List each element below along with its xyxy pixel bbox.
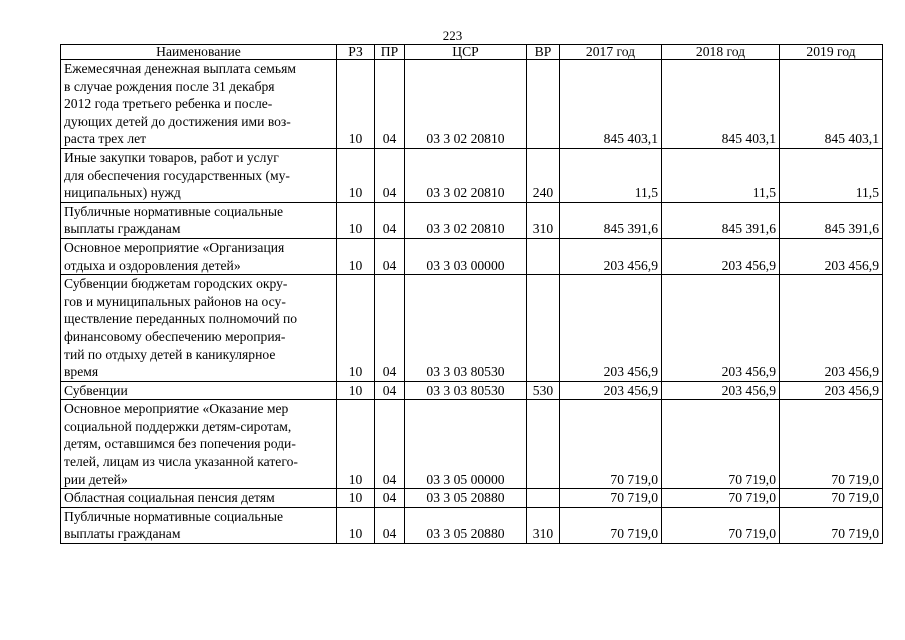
- row-pr: 04: [375, 489, 405, 508]
- row-2018: 845 403,1: [662, 60, 780, 149]
- header-csr: ЦСР: [405, 45, 527, 60]
- row-2018: 203 456,9: [662, 275, 780, 382]
- row-name: Субвенции бюджетам городских окру- гов и муниципальных районов на осу- ществление переданных полномочий по финансовому обеспечению мероприя- тий по отдыху детей в каникулярное время: [61, 275, 337, 382]
- row-rz: 10: [337, 489, 375, 508]
- row-pr: 04: [375, 381, 405, 400]
- row-2019: 70 719,0: [780, 489, 883, 508]
- table-row: [61, 275, 883, 382]
- table-row: [61, 400, 883, 489]
- row-rz: 10: [337, 381, 375, 400]
- table-row: [61, 60, 883, 149]
- row-rz: 10: [337, 202, 375, 238]
- row-vr: [527, 275, 560, 382]
- row-csr: 03 3 05 20880: [405, 489, 527, 508]
- row-csr: 03 3 02 20810: [405, 148, 527, 202]
- row-name: Основное мероприятие «Оказание мер социальной поддержки детям-сиротам, детям, оставшимся без попечения роди- телей, лицам из числа указанной катего- рии детей»: [61, 400, 337, 489]
- row-2017: 70 719,0: [560, 489, 662, 508]
- table-row: [61, 148, 883, 202]
- row-2019: 845 403,1: [780, 60, 883, 149]
- table-row: [61, 238, 883, 274]
- header-2018: 2018 год: [662, 45, 780, 60]
- header-2017: 2017 год: [560, 45, 662, 60]
- row-2019: 70 719,0: [780, 400, 883, 489]
- row-vr: 530: [527, 381, 560, 400]
- row-vr: [527, 238, 560, 274]
- row-2017: 70 719,0: [560, 507, 662, 543]
- row-csr: 03 3 05 00000: [405, 400, 527, 489]
- row-2018: 70 719,0: [662, 489, 780, 508]
- row-2018: 203 456,9: [662, 381, 780, 400]
- row-rz: 10: [337, 400, 375, 489]
- row-csr: 03 3 05 20880: [405, 507, 527, 543]
- row-2017: 70 719,0: [560, 400, 662, 489]
- page-number: 223: [442, 28, 463, 43]
- row-rz: 10: [337, 507, 375, 543]
- row-name: Ежемесячная денежная выплата семьям в случае рождения после 31 декабря 2012 года третьего ребенка и после- дующих детей до достижения ими воз- раста трех лет: [61, 60, 337, 149]
- row-pr: 04: [375, 60, 405, 149]
- row-name: Основное мероприятие «Организация отдыха и оздоровления детей»: [61, 238, 337, 274]
- header-rz: РЗ: [337, 45, 375, 60]
- row-name: Областная социальная пенсия детям: [61, 489, 337, 508]
- row-2017: 11,5: [560, 148, 662, 202]
- row-vr: 310: [527, 202, 560, 238]
- row-2018: 70 719,0: [662, 507, 780, 543]
- row-pr: 04: [375, 275, 405, 382]
- row-csr: 03 3 03 80530: [405, 381, 527, 400]
- row-2019: 203 456,9: [780, 238, 883, 274]
- row-name: Субвенции: [61, 381, 337, 400]
- table-row: [61, 507, 883, 543]
- row-2017: 845 391,6: [560, 202, 662, 238]
- row-rz: 10: [337, 275, 375, 382]
- row-pr: 04: [375, 400, 405, 489]
- row-2018: 845 391,6: [662, 202, 780, 238]
- row-2019: 845 391,6: [780, 202, 883, 238]
- row-rz: 10: [337, 238, 375, 274]
- header-name: Наименование: [61, 45, 337, 60]
- header-vr: ВР: [527, 45, 560, 60]
- row-pr: 04: [375, 148, 405, 202]
- row-csr: 03 3 03 80530: [405, 275, 527, 382]
- row-2017: 203 456,9: [560, 275, 662, 382]
- row-name: Иные закупки товаров, работ и услуг для обеспечения государственных (му- ниципальных) нужд: [61, 148, 337, 202]
- row-rz: 10: [337, 148, 375, 202]
- row-2018: 203 456,9: [662, 238, 780, 274]
- row-2018: 70 719,0: [662, 400, 780, 489]
- row-pr: 04: [375, 202, 405, 238]
- row-2019: 203 456,9: [780, 275, 883, 382]
- row-2017: 845 403,1: [560, 60, 662, 149]
- row-vr: [527, 60, 560, 149]
- row-vr: 240: [527, 148, 560, 202]
- table-row: [61, 489, 883, 508]
- budget-table: [60, 44, 883, 544]
- row-2019: 70 719,0: [780, 507, 883, 543]
- row-name: Публичные нормативные социальные выплаты гражданам: [61, 507, 337, 543]
- table-row: [61, 202, 883, 238]
- row-2018: 11,5: [662, 148, 780, 202]
- row-rz: 10: [337, 60, 375, 149]
- row-2017: 203 456,9: [560, 381, 662, 400]
- header-2019: 2019 год: [780, 45, 883, 60]
- row-vr: [527, 400, 560, 489]
- row-csr: 03 3 02 20810: [405, 202, 527, 238]
- row-2017: 203 456,9: [560, 238, 662, 274]
- row-vr: 310: [527, 507, 560, 543]
- row-name: Публичные нормативные социальные выплаты гражданам: [61, 202, 337, 238]
- row-vr: [527, 489, 560, 508]
- row-2019: 203 456,9: [780, 381, 883, 400]
- header-pr: ПР: [375, 45, 405, 60]
- row-pr: 04: [375, 238, 405, 274]
- row-csr: 03 3 02 20810: [405, 60, 527, 149]
- table-header-row: [61, 45, 883, 60]
- row-csr: 03 3 03 00000: [405, 238, 527, 274]
- table-row: [61, 381, 883, 400]
- row-2019: 11,5: [780, 148, 883, 202]
- row-pr: 04: [375, 507, 405, 543]
